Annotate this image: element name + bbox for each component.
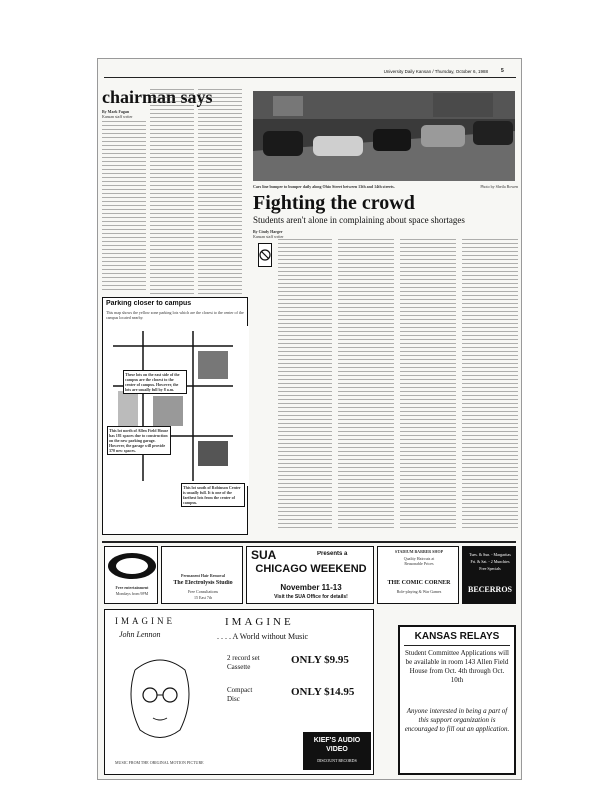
ad5-title: BECERROS <box>467 585 512 594</box>
left-story-headline: chairman says <box>102 87 213 107</box>
kiefs-logo <box>303 732 371 770</box>
main-story-column-4 <box>462 239 518 529</box>
imagine-price2: ONLY $14.95 <box>291 686 355 698</box>
callout-robinson-center: This lot south of Robinson Center is usually full. It is one of the farthest lots from the center of campus. <box>181 483 245 507</box>
page-number: 5 <box>501 68 504 74</box>
imagine-format1: 2 record set <box>227 654 260 662</box>
relays-rule <box>404 645 510 646</box>
ad-chicago-weekend <box>246 546 374 604</box>
campus-map <box>103 326 249 486</box>
ad4-line2: Reasonable Prices <box>404 561 434 566</box>
no-parking-sign-icon <box>258 243 272 267</box>
masthead: University Daily Kansan / Thursday, October 6, 1988 <box>383 69 488 74</box>
ad3-logo: SUA <box>251 548 277 562</box>
imagine-store-sub: DISCOUNT RECORDS <box>317 758 357 763</box>
ad3-title: CHICAGO WEEKEND <box>255 563 367 575</box>
main-story-byline: By Cindy Harger <box>253 229 283 234</box>
ad4-title: STADIUM BARBER SHOP <box>394 549 444 554</box>
imagine-subline: . . . . A World without Music <box>217 632 308 641</box>
main-story-headline: Fighting the crowd <box>253 192 415 214</box>
ad1-title: Free entertainment <box>115 585 149 590</box>
ad2-line2: Free Consultations <box>187 589 219 594</box>
ad-kansas-relays <box>398 625 516 775</box>
left-story-byline-title: Kansan staff writer <box>102 114 133 119</box>
main-story-byline-title: Kansan staff writer <box>253 234 284 239</box>
callout-east-lots: These lots on the east side of the campus are the closest to the center of campus. However, the lots are usually full by 8 a.m. <box>123 370 187 394</box>
left-story-column-3 <box>198 89 242 294</box>
ad3-note: Visit the SUA Office for details! <box>274 594 348 600</box>
relays-body1: Student Committee Applications will be available in room 143 Allen Field House from Oct. 4th through Oct. 10th <box>404 649 510 684</box>
parking-map-box <box>102 297 248 535</box>
imagine-headline: IMAGINE <box>225 616 294 628</box>
ad2-title: Permanent Hair Removal <box>181 573 225 578</box>
imagine-soundtrack: MUSIC FROM THE ORIGINAL MOTION PICTURE <box>115 760 204 765</box>
photo-credit: Photo by Sheila Bowen <box>480 184 518 189</box>
map-box-title: Parking closer to campus <box>106 300 192 307</box>
imagine-store: KIEF'S AUDIO VIDEO <box>313 737 361 753</box>
ad2-line1: The Electrolysis Studio <box>173 580 233 586</box>
ad-barber-comic <box>377 546 459 604</box>
imagine-format4: Disc <box>227 695 240 703</box>
entertainment-logo-icon <box>106 551 158 581</box>
ad4-box-line: Role-playing & War Games <box>396 589 442 594</box>
relays-title: KANSAS RELAYS <box>414 631 500 642</box>
ad3-presents: Presents a <box>317 551 348 557</box>
left-story-byline: By Mark Fagan <box>102 109 130 114</box>
left-story-column-1 <box>102 121 146 293</box>
main-story-column-3 <box>400 239 456 529</box>
left-story-column-2 <box>150 89 194 294</box>
ad5-line3: Free Specials <box>479 566 501 571</box>
ad4-line1: Quality Haircuts at <box>403 556 435 561</box>
street-traffic-photo <box>253 91 515 181</box>
ad3-dates: November 11-13 <box>280 583 342 592</box>
main-story-subhead: Students aren't alone in complaining about space shortages <box>253 215 465 225</box>
imagine-price1: ONLY $9.95 <box>291 654 349 666</box>
imagine-signature: John Lennon <box>119 630 161 639</box>
imagine-format3: Compact <box>227 686 253 694</box>
map-box-intro: This map shows the yellow zone parking lots which are the closest to the center of the campus located nearby. <box>106 310 244 320</box>
ad-becerros <box>462 546 516 604</box>
photo-graphic <box>253 91 515 181</box>
callout-allen-field-house: This lot north of Allen Field House has 181 spaces due to construction on the new parking garage. However, the garage will provide 370 new spaces. <box>107 426 171 455</box>
ad1-line: Mondays from 9PM <box>115 591 149 596</box>
section-rule <box>102 541 516 543</box>
imagine-format2: Cassette <box>227 663 251 671</box>
ad5-line2: Fri. & Sat. - 2 Munchies <box>470 559 510 564</box>
imagine-brand: IMAGINE <box>115 616 175 626</box>
main-story-column-1 <box>278 239 332 529</box>
ad2-line3: 15 East 7th <box>194 595 212 600</box>
john-lennon-sketch-icon <box>115 650 205 750</box>
main-story-column-2 <box>338 239 394 529</box>
newspaper-page <box>97 58 522 780</box>
ad5-line1: Tues. & Sun. - Margaritas <box>469 552 511 557</box>
ad-entertainment <box>104 546 158 604</box>
photo-caption: Cars line bumper to bumper daily along Ohio Street between 13th and 14th streets. <box>253 184 395 189</box>
ad4-box-title: THE COMIC CORNER <box>387 580 451 586</box>
masthead-rule <box>104 77 516 78</box>
ad-hair-removal <box>161 546 243 604</box>
ad-imagine <box>104 609 374 775</box>
relays-body2: Anyone interested in being a part of this support organization is encouraged to fill out an application. <box>404 707 510 733</box>
